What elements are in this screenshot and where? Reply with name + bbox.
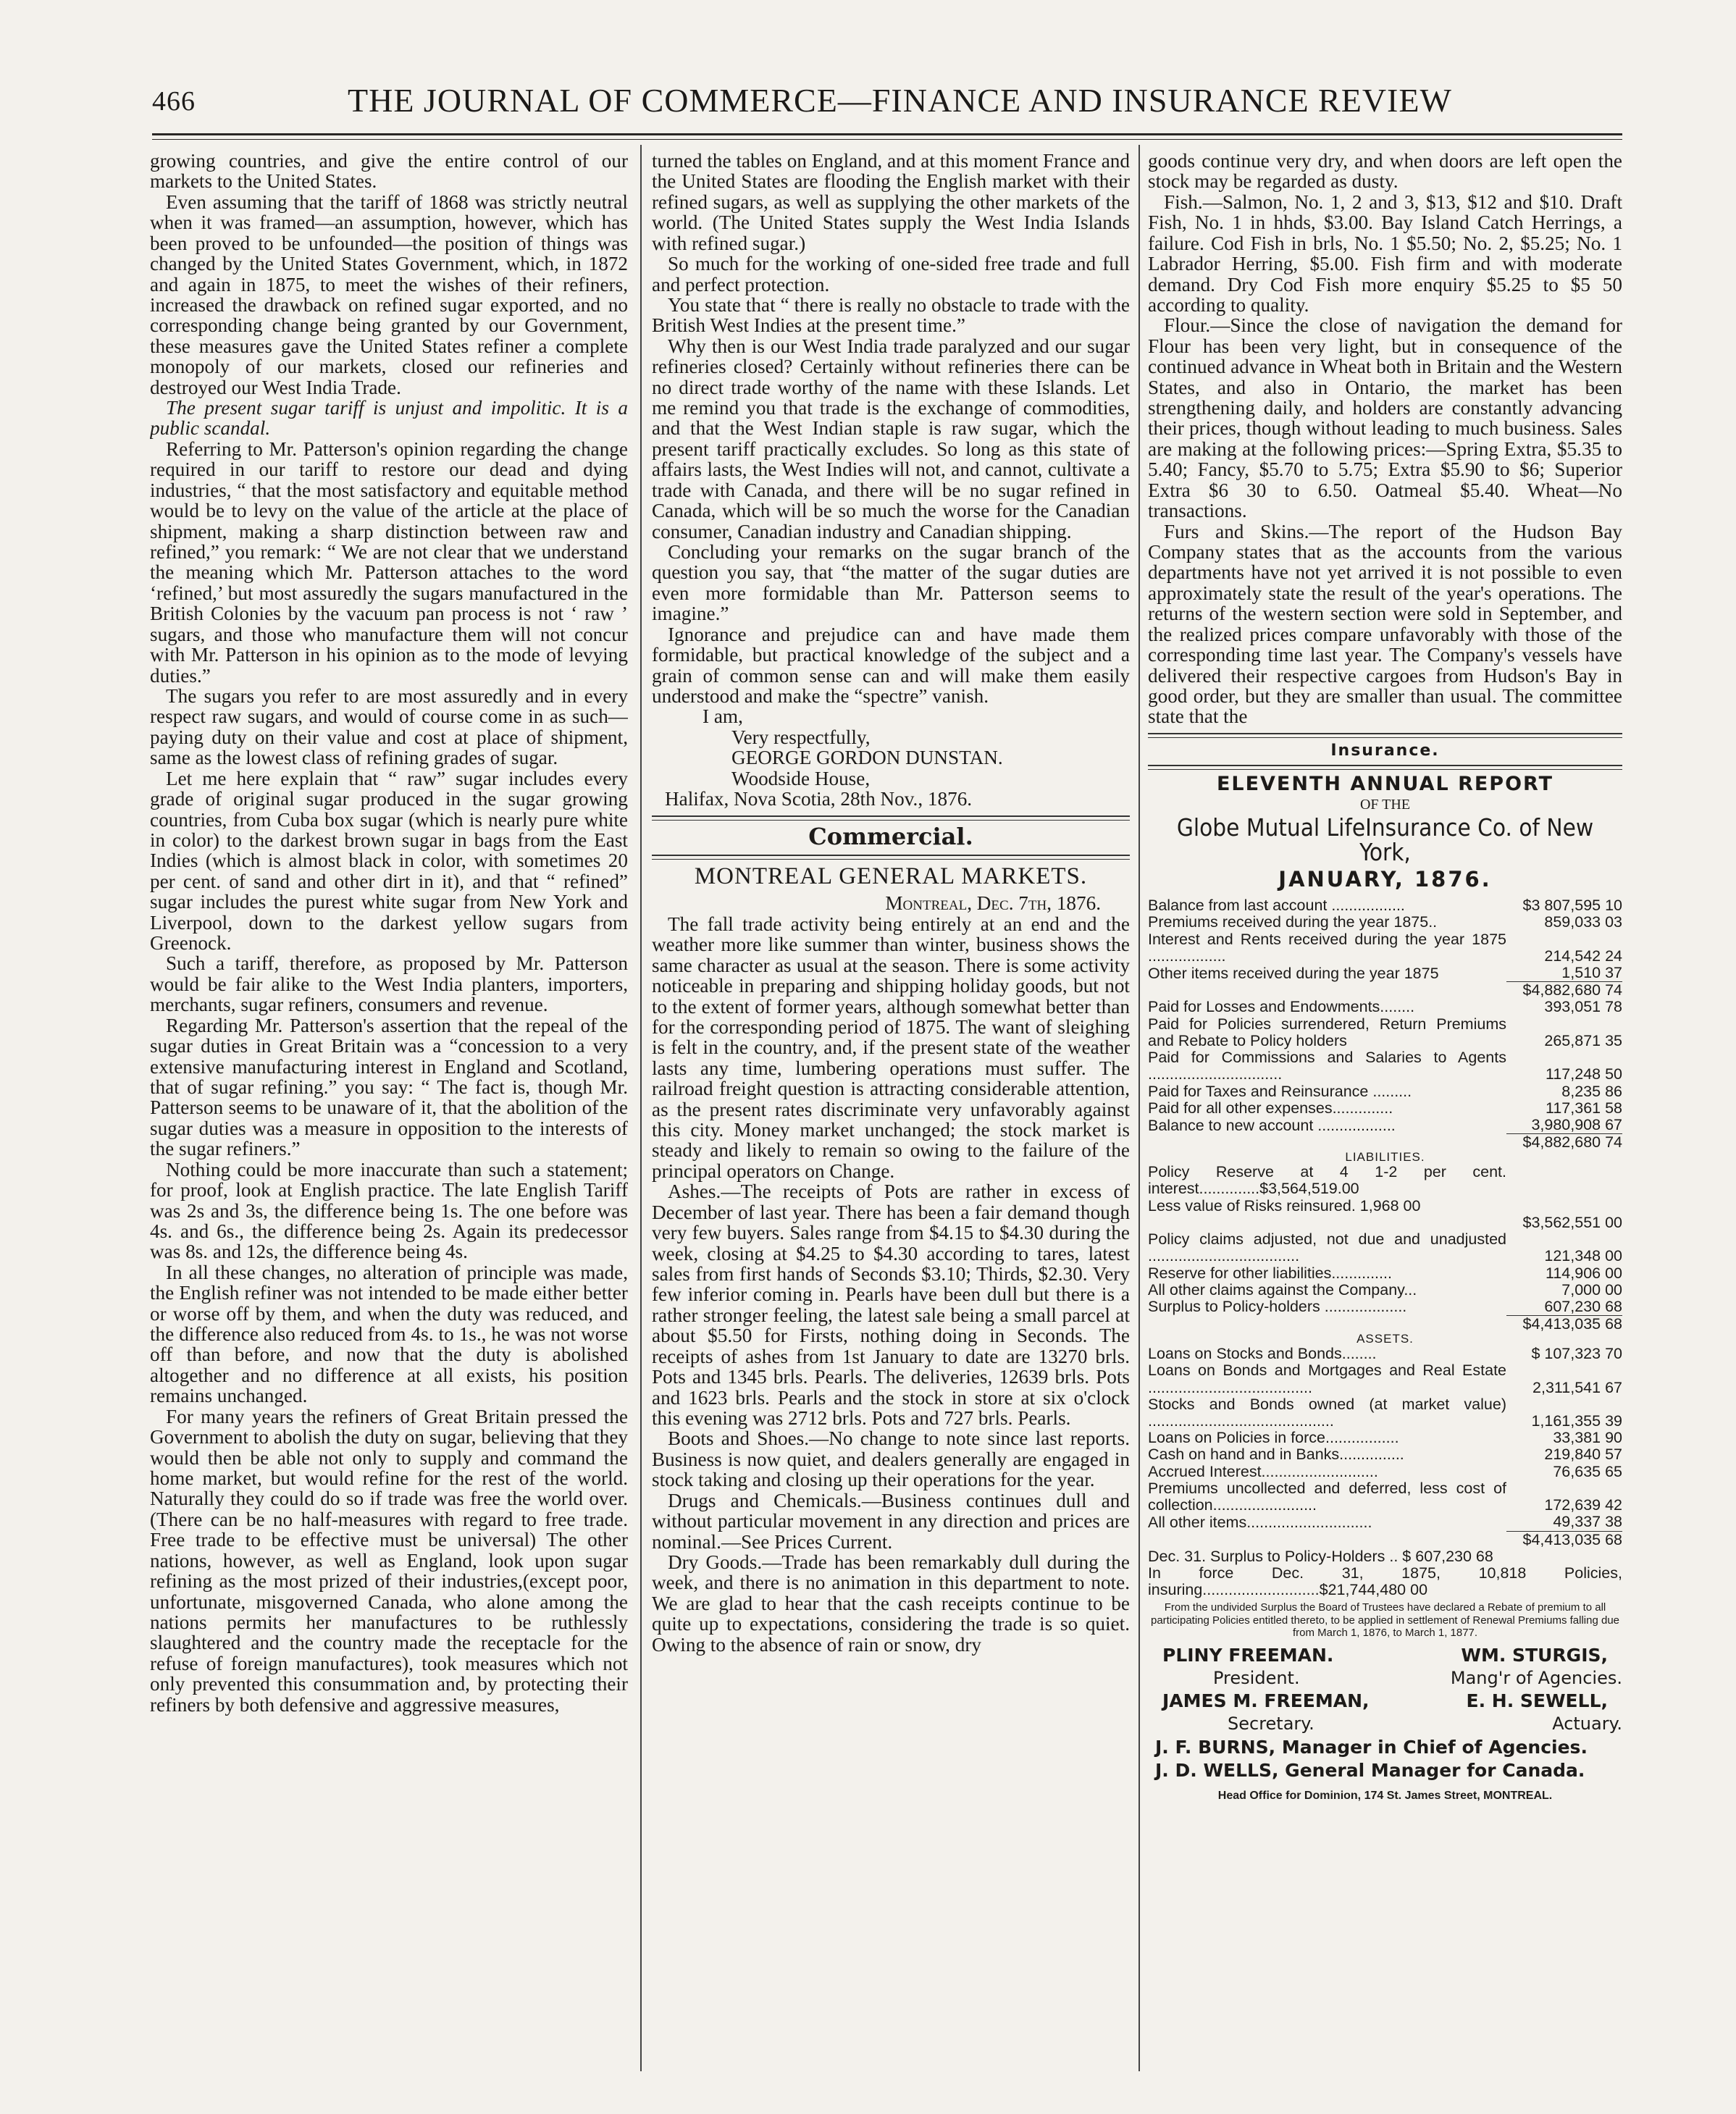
asset-row-amount: $ 107,323 70 [1531,1345,1622,1363]
section-rule [652,855,1130,860]
asset-row-amount: 1,161,355 39 [1531,1412,1622,1430]
officer-name: E. H. SEWELL, [1466,1690,1608,1712]
disbursement-row-amount: 8,235 86 [1561,1082,1622,1100]
signature-place: Halifax, Nova Scotia, 28th Nov., 1876. [665,788,973,810]
liability-row [1148,1299,1622,1316]
asset-row-amount: 2,311,541 67 [1532,1378,1622,1396]
receipt-row [1148,897,1622,914]
asset-row-amount: 49,337 38 [1553,1513,1622,1531]
paragraph: Drugs and Chemicals.—Business continues dull and without particular movement in any direction and prices are nominal.—See Prices Current. [652,1489,1130,1553]
officer-line: J. D. WELLS, General Manager for Canada. [1155,1759,1585,1781]
page-header [152,81,1622,125]
disbursement-row-amount: 265,871 35 [1544,1031,1622,1049]
officer-line: J. F. BURNS, Manager in Chief of Agencies. [1155,1736,1588,1758]
liability-row-amount: 7,000 00 [1561,1280,1622,1299]
receipt-row-amount: $3 807,595 10 [1522,897,1622,915]
officers-block [1148,1646,1622,1780]
section-heading-commercial: Commercial. [808,822,973,850]
disbursement-row-label: Paid for Taxes and Reinsurance ......... [1148,1082,1412,1100]
report-of: OF THE [1359,797,1411,813]
disbursement-row [1148,1049,1622,1083]
officer-name: JAMES M. FREEMAN, [1162,1690,1370,1712]
paragraph: Fish.—Salmon, No. 1, 2 and 3, $13, $12 and $10. Draft Fish, No. 1 in hhds, $3.00. Bay Island Catch Herrings, a failure. Cod Fish in brls, No. 1 $5.50; No. 2, $5.25; No. 1 Labrador Herring, $5.00. Fish firm and with moderate demand. Dry Cod Fish more enquiry $5.25 to $5 50 according to quality. [1148,190,1622,316]
signature-iam: I am, [703,705,743,728]
liability-row-label: Surplus to Policy-holders ................... [1148,1298,1407,1316]
paragraph: Such a tariff, therefore, as proposed by Mr. Patterson would be fair alike to the West India planters, importers, merchants, sugar refiners, consumers and revenue. [150,952,628,1016]
receipt-row-label: Premiums received during the year 1875.. [1148,913,1438,931]
officer-title: Actuary. [1552,1714,1622,1735]
paragraph: Ashes.—The receipts of Pots are rather in excess of December of last year. There has been a fair demand though very few buyers. Sales range from $4.15 to $4.30 during the week, closing at $4.25 to $4.30 according to tares, latest sales from first hands of Seconds $3.10; Thirds, $2.30. Very few inferior coming in. Pearls have been dull but there is a rather stronger feeling, the latest sale being a small parcel at about $5.50 for Firsts, nothing doing in Seconds. The receipts of ashes from 1st January to date are 13270 brls. Pots and 1345 brls. Pearls. The deliveries, 12639 brls. Pots and 1623 brls. Pearls and the stock in store at six o'clock this evening was 2712 brls. Pots and 727 brls. Pearls. [652,1180,1130,1429]
signature-respectfully: Very respectfully, [731,726,871,748]
liabilities-total: $4,413,035 68 [1506,1316,1622,1333]
receipt-row-label: Balance from last account ................. [1148,897,1405,915]
officer-title: Secretary. [1228,1714,1314,1735]
assets-table [1148,1346,1622,1598]
paragraph: turned the tables on England, and at this moment France and the United States are flooding the English market with their refined sugars, as well as supplying the other markets of the world. (The United States supply the West India Islands with refined sugar.) [652,151,1130,254]
asset-row-label: Accrued Interest........................... [1148,1462,1378,1480]
paragraph: Ignorance and prejudice can and have made them formidable, but practical knowledge of the subject and a grain of common sense can and will make them easily understood and make the “spectre” vanish. [652,623,1130,707]
asset-row-label: Loans on Stocks and Bonds........ [1148,1345,1377,1363]
paragraph: growing countries, and give the entire control of our markets to the United States. [150,151,628,193]
running-title: THE JOURNAL OF COMMERCE—FINANCE AND INSURANCE REVIEW [348,82,1452,119]
dateline: Montreal, Dec. 7th, 1876. [885,892,1101,915]
report-date: JANUARY, 1876. [1278,866,1492,892]
asset-row [1148,1362,1622,1396]
header-rule-top [152,133,1622,135]
asset-row-label: Premiums uncollected and deferred, less cost of collection........................ [1148,1479,1506,1514]
receipt-row [1148,965,1622,982]
paragraph: Concluding your remarks on the sugar branch of the question you say, that “the matter of the sugar duties are even more formidable than Mr. Patterson seems to imagine.” [652,541,1130,625]
surplus-line: Dec. 31. Surplus to Policy-Holders .. $ 607,230 68 [1148,1547,1493,1565]
paragraph-italic: The present sugar tariff is unjust and impolitic. It is a public scandal. [150,397,628,440]
assets-total: $4,413,035 68 [1506,1531,1622,1548]
assets-heading: ASSETS. [1356,1332,1414,1346]
section-rule [652,815,1130,821]
disbursement-row-label: Paid for Policies surrendered, Return Premiums and Rebate to Policy holders [1148,1015,1506,1049]
asset-row-amount: 172,639 42 [1544,1496,1622,1514]
section-heading-insurance: Insurance. [1330,741,1440,760]
column-2 [652,151,1130,2106]
asset-row-label: Stocks and Bonds owned (at market value) ........................................... [1148,1395,1506,1430]
receipt-row-label: Other items received during the year 1875 [1148,964,1439,982]
disbursement-row-amount: 117,248 50 [1545,1065,1622,1083]
disbursement-row [1148,1083,1622,1100]
paragraph: The sugars you refer to are most assuredly and in every respect raw sugars, and would of course come in as such—paying duty on their value and cost at place of shipment, same as the lowest class of refining grades of sugar. [150,684,628,769]
liability-row-amount: 607,230 68 [1544,1297,1622,1315]
liability-row-amount: 121,348 00 [1544,1247,1622,1265]
disbursement-row [1148,1016,1622,1049]
disbursements-total: $4,882,680 74 [1506,1134,1622,1152]
signature-name: GEORGE GORDON DUNSTAN. [731,747,1003,769]
liability-row-label: Reserve for other liabilities.............. [1148,1264,1392,1282]
disbursement-row-amount: 393,051 78 [1544,998,1622,1016]
asset-row-label: All other items............................. [1148,1513,1372,1531]
header-rule-bottom [152,139,1622,140]
receipt-row-amount: 1,510 37 [1561,964,1622,982]
paragraph: You state that “ there is really no obstacle to trade with the British West Indies at the present time.” [652,293,1130,337]
asset-row [1148,1446,1622,1463]
page-number: 466 [152,86,196,117]
receipt-row [1148,931,1622,965]
receipts-table [1148,897,1622,999]
receipt-row-amount: 214,542 24 [1544,947,1622,965]
paragraph: In all these changes, no alteration of principle was made, the English refiner was not intended to be made either better or worse off by them, and when the duty was reduced, and the difference also reduced from 4s. to 1s., he was not worse off than before, and now that the duty is abolished altogether and no difference at all exists, his position remains unchanged. [150,1261,628,1407]
asset-row [1148,1430,1622,1446]
paragraph: Regarding Mr. Patterson's assertion that the repeal of the sugar duties in Great Britain was a “concession to a very extensive manufacturing interest in England and Scotland, that of sugar refining.” you say: “ The fact is, though Mr. Patterson seems to be unaware of it, that the abolition of the sugar duties was a measure in opposition to the interests of the sugar refiners.” [150,1014,628,1160]
disbursement-row [1148,999,1622,1015]
paragraph: The fall trade activity being entirely at an end and the weather more like summer than winter, business shows the same character as usual at the season. There is some activity noticeable in preparing and shipping holiday goods, but not to the extent of former years, although somewhat better than for the corresponding period of 1875. The want of sleighing is felt in the country, and, if the present state of the weather lasts any time, lumbering operations must suffer. The railroad freight question is attracting considerable attention, as the present rates discriminate very unfavorably against this city. Money market unchanged; the stock market is steady and likely to remain so owing to the failure of the principal operators on Change. [652,913,1130,1182]
receipts-total: $4,882,680 74 [1506,982,1622,999]
section-rule [1148,765,1622,770]
paragraph: Flour.—Since the close of navigation the demand for Flour has been very light, but in consequence of the continued advance in Wheat both in Britain and the Western States, and also in Ontario, the market has been strengthening daily, and holders are constantly advancing their prices, though without leading to much business. Sales are making at the following prices:—Spring Extra, $5.35 to 5.40; Fancy, $5.70 to 5.75; Extra $5.90 to $6; Superior Extra $6 30 to 6.50. Oatmeal $5.40. Wheat—No transactions. [1148,314,1622,522]
asset-row [1148,1346,1622,1362]
column-divider-left [640,145,642,2071]
officer-title: Mang'r of Agencies. [1450,1668,1622,1689]
liabilities-table [1148,1164,1622,1333]
paragraph: Dry Goods.—Trade has been remarkably dull during the week, and there is no animation in this department to note. We are glad to hear that the cash receipts continue to be quite up to expectations, considering the trade is so quiet. Owing to the absence of rain or snow, dry [652,1551,1130,1656]
disbursement-row-label: Paid for Commissions and Salaries to Agents ............................... [1148,1049,1506,1083]
disbursement-row-amount: 3,980,908 67 [1531,1116,1622,1133]
paragraph: Furs and Skins.—The report of the Hudson Bay Company states that as the accounts from the various departments have not yet arrived it is not possible to even approximately state the result of the year's operations. The returns of the western section were sold in September, and the realized prices compare unfavorably with those of the corresponding time last year. The Company's vessels have delivered their respective cargoes from Hudson's Bay in good order, but they are smaller than usual. The committee state that the [1148,520,1622,728]
liability-reserve: Policy Reserve at 4 1-2 per cent. interest..............$3,564,519.00 [1148,1163,1506,1198]
disbursement-row [1148,1100,1622,1117]
paragraph: For many years the refiners of Great Britain pressed the Government to abolish the duty on sugar, believing that they would then be able not only to supply and command the home market, but would refine for the rest of the world. Naturally they could do so if trade was free the world over. (There can be no half-measures with regard to free trade. Free trade to be effective must be universal) The other nations, however, as well as England, look upon sugar refining as the most prized of their industries,(except poor, unfortunate, misgoverned Canada, who alone among the nations permits her manufactures to be ruthlessly slaughtered and the country made the receptacle for the refuse of foreign manufactures), took measures which not only prevented this consummation and, by protecting their refiners by both defensive and aggressive measures, [150,1405,628,1716]
column-divider-right [1139,145,1140,2071]
paragraph: Why then is our West India trade paralyzed and our sugar refineries closed? Certainly without refineries there can be no direct trade worthy of the name with these Islands. Let me remind you that trade is the exchange of commodities, and that the West Indian staple is raw sugar, which the present tariff practically excludes. So long as this state of affairs lasts, the West Indies will not, and cannot, cultivate a trade with Canada, and there will be no sugar refined in Canada, which will be so much the worse for the Canadian consumer, Canadian industry and Canadian shipping. [652,335,1130,542]
in-force-line: In force Dec. 31, 1875, 10,818 Policies, insuring...........................$21,744,480 00 [1148,1564,1622,1599]
disbursement-row-label: Paid for all other expenses.............. [1148,1099,1393,1117]
liability-row-amount: 114,906 00 [1545,1264,1622,1282]
paragraph: Referring to Mr. Patterson's opinion regarding the change required in our tariff to restore our dead and dying industries, “ that the most satisfactory and equitable method would be to levy on the value of the article at the place of shipment, making a sharp distinction between raw and refined,” you remark: “ We are not clear that we understand the meaning which Mr. Patterson attaches to the word ‘refined,’ but most assuredly the sugars manufactured in the British Colonies by the vacuum pan process is not ‘ raw ’ sugars, and those who manufacture them will not concur with Mr. Patterson in his opinion as to the mode of levying duties.” [150,437,628,687]
asset-row-label: Cash on hand and in Banks............... [1148,1446,1404,1464]
asset-row-amount: 33,381 90 [1553,1429,1622,1447]
liability-row-label: Policy claims adjusted, not due and unadjusted ................................... [1148,1230,1506,1265]
liability-row-label: All other claims against the Company... [1148,1280,1417,1299]
asset-row-amount: 76,635 65 [1553,1462,1622,1480]
article-title: MONTREAL GENERAL MARKETS. [694,863,1088,889]
disbursement-row-amount: 117,361 58 [1545,1099,1622,1117]
asset-row [1148,1480,1622,1514]
disbursement-row-label: Paid for Losses and Endowments........ [1148,998,1415,1016]
signature-address: Woodside House, [731,767,871,789]
receipt-row-amount: 859,033 03 [1544,913,1622,931]
paragraph: Boots and Shoes.—No change to note since last reports. Business is now quiet, and dealers generally are engaged in stock taking and closing up their operations for the year. [652,1427,1130,1491]
paragraph: So much for the working of one-sided free trade and full and perfect protection. [652,253,1130,295]
head-office: Head Office for Dominion, 174 St. James Street, MONTREAL. [1217,1789,1553,1802]
liability-row [1148,1265,1622,1282]
liability-net: $3,562,551 00 [1522,1213,1622,1231]
asset-row-amount: 219,840 57 [1544,1446,1622,1464]
asset-row-label: Loans on Policies in force................. [1148,1429,1399,1447]
receipt-row [1148,914,1622,931]
liability-row [1148,1231,1622,1264]
asset-row [1148,1396,1622,1430]
liabilities-heading: LIABILITIES. [1345,1150,1425,1165]
disbursements-table [1148,999,1622,1151]
asset-row [1148,1514,1622,1531]
asset-row [1148,1464,1622,1480]
liability-row [1148,1282,1622,1299]
column-3 [1148,151,1622,2106]
disbursement-row [1148,1117,1622,1134]
company-name: Globe Mutual LifeInsurance Co. of New York, [1176,813,1594,867]
officer-title: President. [1213,1668,1300,1689]
disbursement-row-label: Balance to new account .................. [1148,1116,1396,1134]
officer-name: WM. STURGIS, [1461,1645,1608,1666]
report-title: ELEVENTH ANNUAL REPORT [1216,772,1554,795]
paragraph: goods continue very dry, and when doors are left open the stock may be regarded as dusty. [1148,151,1622,193]
column-1 [150,151,628,2106]
rebate-footnote: From the undivided Surplus the Board of Trustees have declared a Rebate of premium to all participating Policies entitled thereto, to be applied in settlement of Renewal Premiums falling due from March 1, 1876, to March 1, 1877. [1150,1601,1620,1639]
paragraph: Let me here explain that “ raw” sugar includes every grade of original sugar produced in the sugar growing countries, from Cuba box sugar (which is nearly pure white in color) to the darkest brown sugar in bags from the East Indies (which is almost black in color, with sometimes 20 per cent. of sand and other dirt in it), and that “ refined” sugar includes the purest white sugar from New York and Liverpool, down to the darkest yellow sugars from Greenock. [150,767,628,955]
paragraph: Nothing could be more inaccurate than such a statement; for proof, look at English practice. The late English Tariff was 2s and 3s, the difference being 1s. The one before was 4s. and 6s., the difference being 2s. Again its predecessor was 8s. and 12s, the difference being 4s. [150,1158,628,1263]
receipt-row-label: Interest and Rents received during the year 1875 .................. [1148,930,1506,965]
section-rule [1148,733,1622,738]
officer-name: PLINY FREEMAN. [1162,1645,1334,1666]
paragraph: Even assuming that the tariff of 1868 was strictly neutral when it was framed—an assumption, however, which has been proved to be unfounded—the position of things was changed by the United States Government, which, in 1872 and again in 1875, to meet the wishes of their refiners, increased the drawback on refined sugar exported, and no corresponding change being granted by our Government, these measures gave the United States refiner a complete monopoly of our markets, closed our refineries and destroyed our West India Trade. [150,190,628,398]
asset-row-label: Loans on Bonds and Mortgages and Real Estate ...................................... [1148,1362,1506,1396]
liability-less: Less value of Risks reinsured. 1,968 00 [1148,1196,1421,1215]
